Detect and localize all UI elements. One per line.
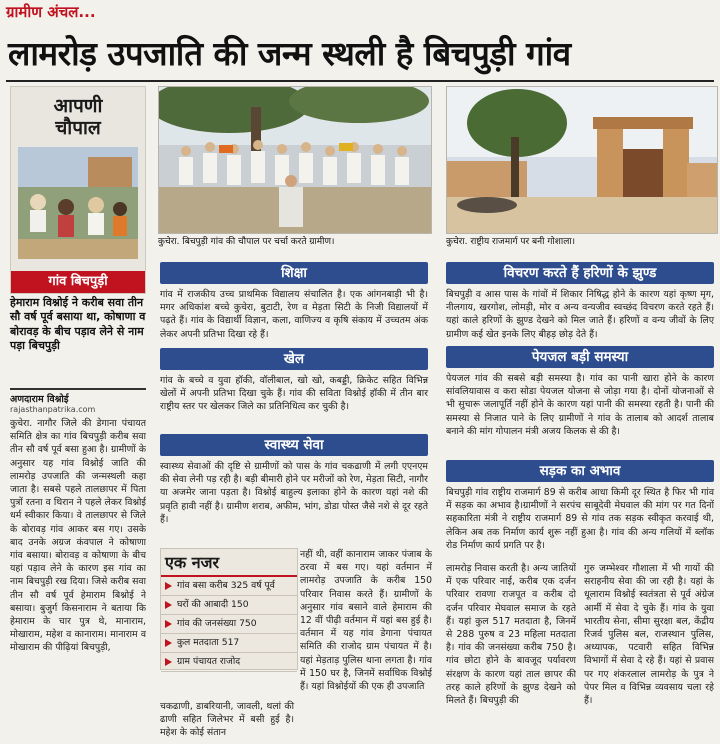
section-text-khel: गांव के बच्चे व युवा हॉकी, वॉलीबाल, खो खो, कबड्डी, क्रिकेट सहित विभिन्न खेलों में अपनी प्रतिभा दिखा चुके हैं। गांव की सविता विश्नोई हॉकी में तीन बार राष्ट्रीय स्तर पर खेलकर जिले का प्रतिनिधित्व कर चुकी है। <box>160 375 428 413</box>
badge-village-label: गांव बिचपुड़ी <box>11 271 145 293</box>
ek-nazar-item: कुल मतदाता 517 <box>161 634 297 653</box>
article-body-col4: लामरोड़ निवास करती है। अन्य जातियों में एक परिवार नाई, करीब एक दर्जन परिवार रावणा राजपूत व करीब दो दर्जन परिवार मेघवाल समाज के रहते हैं। यहां कुल 517 मतदाता है, जिनमें से 288 पुरुष व 23 महिला मतदाता है। गांव की जनसंख्या करीब 750 है। गांव छोटा होने के बावजूद पर्यावरण संरक्षण के कारण यहां ताल छापर की तरह काले हरिणों के झुण्ड देखने को मिलते हैं। बिचपुड़ी की <box>446 563 576 707</box>
teaser-text: हेमाराम विश्नोई ने करीब सवा तीन सौ वर्ष पूर्व बसाया था, कोषाणा व बोरावड़ के बीच पड़ाव लेने से नाम पड़ा बिचपुड़ी <box>10 296 146 352</box>
gaushala-image <box>447 87 717 233</box>
page-title: लामरोड़ उपजाति की जन्म स्थली है बिचपुड़ी गांव <box>8 34 571 73</box>
ek-nazar-item: गांव की जनसंख्या 750 <box>161 615 297 634</box>
section-heading-swasthya: स्वास्थ्य सेवा <box>160 434 428 456</box>
header-rule <box>6 80 714 82</box>
article-body-col1: कुचेरा. नागौर जिले की डेगाना पंचायत समिति क्षेत्र का गांव बिचपुड़ी करीब सवा तीन सौ वर्ष पूर्व बसा हुआ है। ग्रामीणों के अनुसार यह गांव विश्नोई जाति की लामरोड़ उपजाति की जन्मस्थली कहा जाता है। सबसे पहले तालछापर में पिता पुत्रों रतना व थिरान ने पहले लेकर विश्नोई धर्म स्वीकार किया। वे तालछापर से जिले के बोरावड़ गांव आकर बस गए। उसके बाद उनके अग्रज कंवपाल ने कोषाणा गांव बसाया। बोरावड़ व कोषाणा के बीच यहां पड़ाव लेने के कारण इस गांव का नाम बिचपुड़ी रख दिया। जिसे करीब सवा तीन सौ वर्ष पूर्व हेमाराम बिश्नोई ने बसाया। बुजुर्ग किसनाराम ने बताया कि हेमाराम के चार पुत्र थे, मानाराम, मोखाराम, महेश व कानाराम। मानाराम व मोखाराम की पीढ़ियां बिचपुड़ी, <box>10 418 146 654</box>
byline-site: rajasthanpatrika.com <box>10 405 96 414</box>
section-heading-sadak: सड़क का अभाव <box>446 460 714 482</box>
section-heading-harin: विचरण करते हैं हरिणों के झुण्ड <box>446 262 714 284</box>
section-text-harin: बिचपुड़ी व आस पास के गांवों में शिकार निषिद्ध होने के कारण यहां कृष्ण मृग, नीलगाय, खरगोश, लोमड़ी, मोर व अन्य वन्यजीव स्वच्छंद विचरण करते रहते हैं। यहां काले हरिणों के झुण्ड देखने को मिल जाते हैं। हरिणों व वन्य जीवों के लिए ग्रामीण कई खेत इनके लिए बीहड़ छोड़ देते हैं। <box>446 289 714 340</box>
article-body-col5: गुरु जम्भेश्वर गौशाला में भी गायों की सराहनीय सेवा की जा रही है। यहां के धूलाराम विश्नोई स्वतंत्रता से पूर्व अंग्रेज आर्मी में सेवा दे चुके हैं। गांव के युवा भारतीय सेना, सीमा सुरक्षा बल, केंद्रीय रिजर्व पुलिस बल, राजस्थान पुलिस, अध्यापक, पटवारी सहित विभिन्न विभागों में सेवा दे रहे हैं। यहां से प्रवास पर गए शंकरलाल लामरोड़ के पुत्र ने पेपर मिल व विभिन्न व्यवसाय चला रहे हैं। <box>584 563 714 707</box>
article-body-col3: नहीं थी, वहीं कानाराम जाकर पंजाब के ठरवा में बस गए। यहां वर्तमान में लामरोड़ उपजाति के करीब 150 परिवार निवास करते हैं। ग्रामीणों के अनुसार गांव बसाने वाले हेमाराम की 12 वीं पीढ़ी वर्तमान में यहां बस हुई है। वर्तमान में यह गांव डेगाना पंचायत समिति की राजोद ग्राम पंचायत में है। यहां मेड़ताड़ पुलिस थाना लगता है। गांव में 150 घर है, जिनमें सर्वाधिक विश्नोई हैं। यहां विश्नोईयों की एक ही उपजाति <box>300 549 432 693</box>
section-heading-peyjal: पेयजल बड़ी समस्या <box>446 346 714 368</box>
article-body-col2-bottom: चकढाणी, डाबरियानी, जावली, थलां की ढाणी सहित जिलेभर में बसी हुई है। महेश के कोई संतान <box>160 701 294 739</box>
byline-name: अणदाराम विश्नोई <box>10 394 69 405</box>
badge-line1: आपणी <box>53 95 103 117</box>
chaupal-image <box>159 87 431 233</box>
byline <box>10 388 146 414</box>
ek-nazar-title: एक नजर <box>161 549 297 577</box>
series-badge <box>10 86 146 294</box>
badge-line2: चौपाल <box>55 117 101 139</box>
section-label: ग्रामीण अंचल... <box>6 3 96 21</box>
section-text-sadak: बिचपुड़ी गांव राष्ट्रीय राजमार्ग 89 से करीब आधा किमी दूर स्थित है फिर भी गांव में सड़क का अभाव है।ग्रामीणों ने सरपंच साबूदेवी मेघवाल की मांग पर गत दिनों सहकारिता मंत्री ने राष्ट्रीय राजमार्ग 89 से गांव तक सड़क स्वीकृत करवाई थी, लेकिन अब तक निर्माण कार्य शुरू नहीं हुआ है। गांव की अन्य गलियों में ब्लॉक रोड निर्माण कार्य प्रगति पर है। <box>446 487 714 551</box>
section-text-shiksha: गांव में राजकीय उच्च प्राथमिक विद्यालय संचालित है। एक आंगनबाड़ी भी है। मगर अधिकांश बच्चे कुचेरा, बुटाटी, रेण व मेड़ता सिटी के निजी विद्यालयों में पढ़ते हैं। गांव के विद्यार्थी विज्ञान, कला, वाणिज्य व कृषि संकाय में उच्चतम अंक लेकर अपनी प्रतिभा दिखा रहे हैं। <box>160 289 428 340</box>
ek-nazar-item: ग्राम पंचायत राजोद <box>161 653 297 672</box>
gaushala-photo <box>446 86 718 234</box>
chaupal-photo <box>158 86 432 234</box>
section-heading-khel: खेल <box>160 348 428 370</box>
ek-nazar-box <box>160 548 298 670</box>
ek-nazar-item: गांव बसा करीब 325 वर्ष पूर्व <box>161 577 297 596</box>
section-text-peyjal: पेयजल गांव की सबसे बड़ी समस्या है। गांव का पानी खारा होने के कारण सांवलियावास व करा सोडा पेयजल योजना से जोड़ा गया है। दोनों योजनाओं से भी सुचारू जलापूर्ति नहीं होने के कारण यहां पानी की समस्या रहती है। पानी की समस्या से निजात पाने के लिए ग्रामीणों ने गांव के तालाब को आदर्श तालाब बनाने की मांग गोपालन मंत्री अजय किलक से की है। <box>446 373 714 437</box>
village-gathering-image <box>18 147 138 259</box>
ek-nazar-item: घरों की आबादी 150 <box>161 596 297 615</box>
gaushala-caption: कुचेरा. राष्ट्रीय राजमार्ग पर बनी गोशाला। <box>446 237 576 247</box>
chaupal-caption: कुचेरा. बिचपुड़ी गांव की चौपाल पर चर्चा करते ग्रामीण। <box>158 237 335 247</box>
section-heading-shiksha: शिक्षा <box>160 262 428 284</box>
section-text-swasthya: स्वास्थ्य सेवाओं की दृष्टि से ग्रामीणों को पास के गांव चकढाणी में लगी एएनएम की सेवा लेनी पड़ रही है। बड़ी बीमारी होने पर मरीजों को रेण, मेड़ता सिटी, नागौर या अजमेर जाना पड़ता है। विश्नोई बाहुल्य इलाका होने के कारण यहां नशे की प्रवृति हावी नहीं है। ग्रामीण शराब, अफीम, भांग, डोडा पोस्त जैसे नशे से दूर रहते हैं। <box>160 461 428 525</box>
